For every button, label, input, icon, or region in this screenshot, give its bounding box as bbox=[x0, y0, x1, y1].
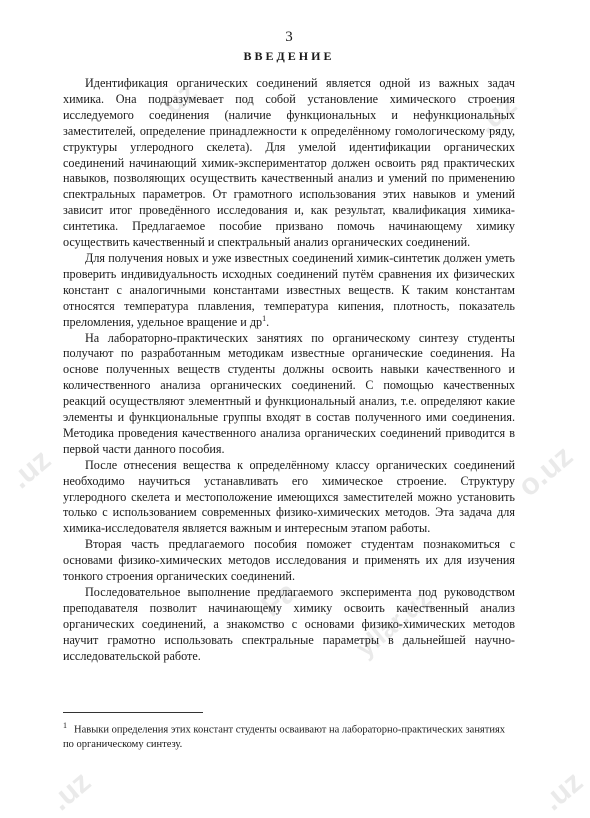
paragraph-6: Последовательное выполнение предлагаемого эксперимента под руководством преподавателя позволит начинающему химику освоить качественный анализ органических соединений, а знакомство с основами физико-химических методов научит грамотно использовать спектральные параметры в дальнейшей научно-исследовательской работе. bbox=[63, 585, 515, 663]
section-heading: ВВЕДЕНИЕ bbox=[243, 49, 335, 63]
paragraph-2 bbox=[63, 251, 515, 331]
watermark-fragment: .uz bbox=[536, 765, 590, 818]
paragraph-2-text: Для получения новых и уже известных соединений химик-синтетик должен уметь проверить индивидуальность исходных соединений путём сравнения их физических констант с аналогичными константами известных веществ. К таким константам относятся температура плавления, температура кипения, плотность, показатель преломления, удельное вращение и др bbox=[63, 250, 515, 329]
footnote-marker: 1 bbox=[63, 721, 67, 730]
watermark-fragment: yllar.uz bbox=[350, 583, 437, 663]
footnote-divider bbox=[63, 712, 203, 713]
watermark-fragment: Fa bbox=[255, 575, 304, 624]
paragraph-4: После отнесения вещества к определённому классу органических соединений необходимо научиться устанавливать его химическое строение. Структуру углеродного скелета и местоположение имеющихся заместителей можно установить только с использованием современных физико-химических методов. Эта задача для химика-исследователя является важным и интересным этапом работы. bbox=[63, 457, 515, 536]
page-number: 3 bbox=[285, 29, 293, 45]
paragraph-1: Идентификация органических соединений является одной из важных задач химика. Она подразумевает под собой установление химического строения исследуемого соединения (наличие функциональных и нефункциональных заместителей, определение принадлежности к определённому гомологическому ряду, структуры углеродного скелета). Для умелой идентификации органических соединений начинающий химик-экспериментатор должен освоить ряд практических навыков, позволяющих осуществить качественный анализ и умений по применению спектральных параметров. От грамотного использования этих навыков и умений зависит итог проведённого исследования и, как результат, квалификация химика-синтетика. Предлагаемое пособие призвано помочь начинающему химику осуществить качественный и спектральный анализ органических соединений. bbox=[63, 76, 515, 250]
paragraph-3: На лабораторно-практических занятиях по органическому синтезу студенты получают по разработанным методикам известные органические соединения. На основе полученных веществ студенты должны освоить навыки качественного и количественного анализа органических соединений. С помощью качественных реакций осуществляют элементный и функциональный анализ, т.е. определяют какие элементы и функциональные группы входят в состав полученного ими соединения. Методика проведения качественного анализа органических соединений приводится в первой части данного пособия. bbox=[63, 330, 515, 456]
footnote-reference: 1 bbox=[262, 313, 267, 323]
footnote-text: Навыки определения этих констант студенты осваивают на лабораторно-практических занятиях по органическому синтезу. bbox=[63, 724, 506, 750]
paragraph-5: Вторая часть предлагаемого пособия поможет студентам познакомиться с основами физико-химических методов исследования и применять их для изучения тонкого строения органических соединений. bbox=[63, 537, 515, 584]
watermark-fragment: .uz bbox=[4, 443, 58, 496]
watermark-fragment: .uz bbox=[44, 765, 98, 818]
watermark-fragment: o.uz bbox=[512, 439, 580, 504]
page-body bbox=[63, 28, 515, 665]
watermark-fragment: .uz bbox=[470, 88, 524, 141]
paragraph-2-end: . bbox=[266, 314, 270, 329]
watermark-fragment: .uz bbox=[150, 75, 204, 128]
footnote bbox=[63, 719, 515, 752]
